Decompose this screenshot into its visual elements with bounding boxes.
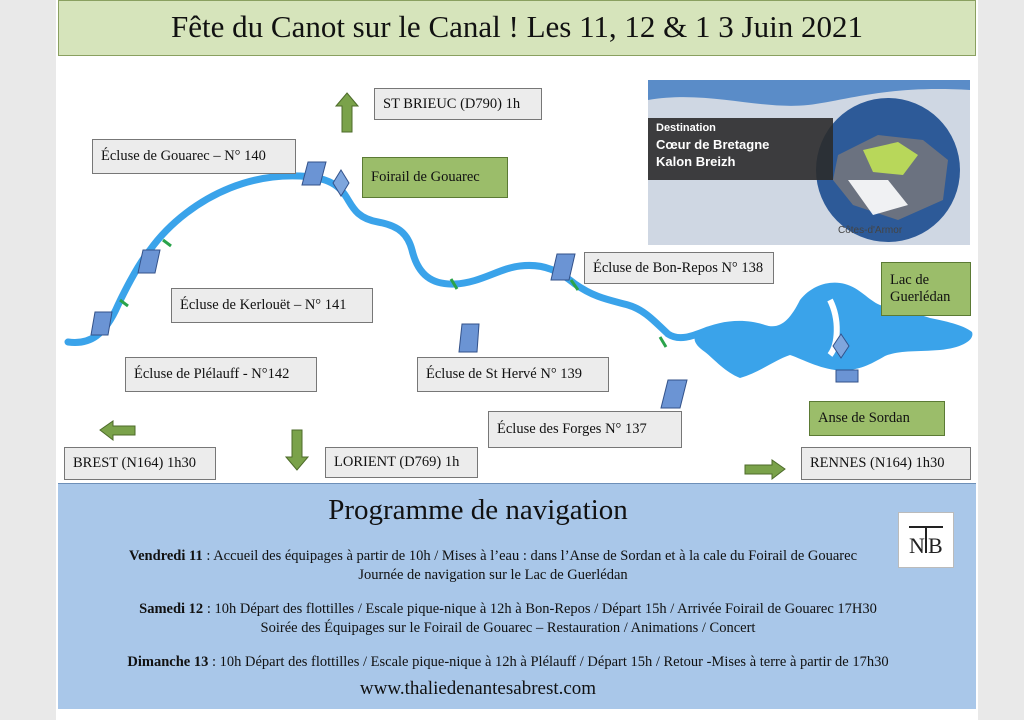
day2-line2: Soirée des Équipages sur le Foirail de Gouarec – Restauration / Animations / Concert <box>260 620 756 636</box>
st-brieuc-label: ST BRIEUC (D790) 1h <box>374 88 542 120</box>
day2-text: : 10h Départ des flottilles / Escale pique-nique à 12h à Bon-Repos / Départ 15h / Arrivée Foirail de Gouarec 17H30 <box>203 601 877 617</box>
lock-plelauff-label: Écluse de Plélauff - N°142 <box>125 357 317 392</box>
day3-text: : 10h Départ des flottilles / Escale pique-nique à 12h à Plélauff / Départ 15h / Retour -Mises à terre à partir de 17h30 <box>208 654 889 670</box>
day1-text: : Accueil des équipages à partir de 10h / Mises à l’eau : dans l’Anse de Sordan et à la cale du Foirail de Gouarec <box>202 548 858 564</box>
lorient-label: LORIENT (D769) 1h <box>325 447 478 478</box>
inset-line3: Kalon Breizh <box>656 154 736 169</box>
anse-label: Anse de Sordan <box>809 401 945 436</box>
day2-line <box>58 601 958 618</box>
lock-bon-repos-label: Écluse de Bon-Repos N° 138 <box>584 252 774 284</box>
inset-region: Côtes-d'Armor <box>838 225 903 236</box>
foirail-label: Foirail de Gouarec <box>362 157 508 198</box>
programme-section <box>58 483 976 709</box>
brest-label: BREST (N164) 1h30 <box>64 447 216 480</box>
lock-kerlouet-label: Écluse de Kerlouët – N° 141 <box>171 288 373 323</box>
inset-map <box>648 80 970 245</box>
inset-line2: Cœur de Bretagne <box>656 137 770 152</box>
rennes-label: RENNES (N164) 1h30 <box>801 447 971 480</box>
lock-forges-label: Écluse des Forges N° 137 <box>488 411 682 448</box>
svg-text:N: N <box>909 533 925 558</box>
day2-label: Samedi 12 <box>139 601 204 617</box>
page-title: Fête du Canot sur le Canal ! Les 11, 12 & 1 3 Juin 2021 <box>58 0 976 56</box>
lock-gouarec-label: Écluse de Gouarec – N° 140 <box>92 139 296 174</box>
tnb-logo-graphic <box>899 513 953 567</box>
day3-line <box>58 654 958 671</box>
day1-line <box>58 548 928 565</box>
inset-line1: Destination <box>656 122 716 134</box>
lac-label: Lac de Guerlédan <box>881 262 971 316</box>
day1-label: Vendredi 11 <box>128 548 203 564</box>
tnb-logo <box>898 512 954 568</box>
lock-st-herve-label: Écluse de St Hervé N° 139 <box>417 357 609 392</box>
website-link[interactable]: www.thaliedenantesabrest.com <box>359 678 597 699</box>
day3-label: Dimanche 13 <box>127 654 209 670</box>
day1-line2: Journée de navigation sur le Lac de Guerlédan <box>358 567 628 583</box>
programme-title: Programme de navigation <box>328 494 628 526</box>
svg-text:B: B <box>928 533 943 558</box>
